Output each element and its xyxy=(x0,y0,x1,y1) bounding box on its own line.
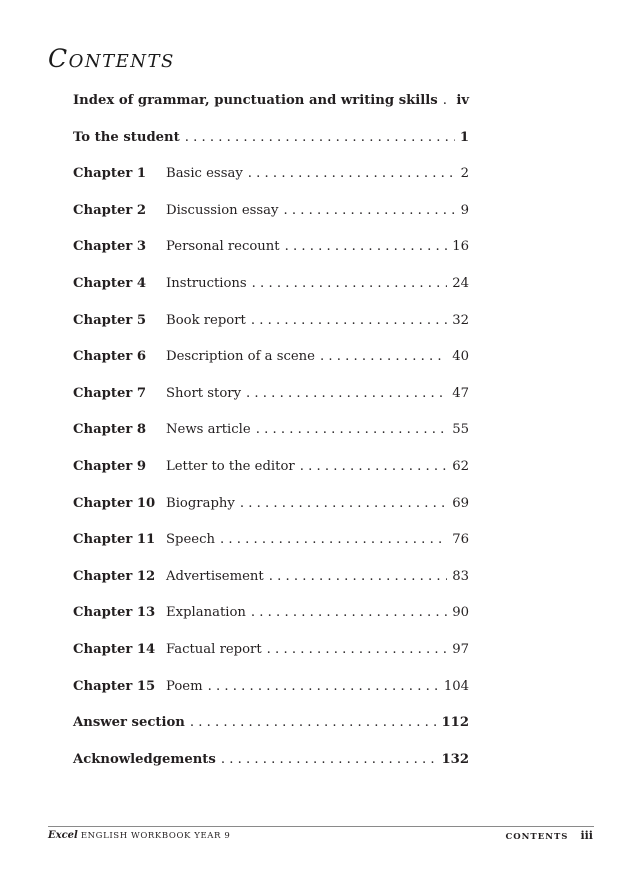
toc-page-number: 1 xyxy=(459,129,469,145)
toc-chapter-number: Chapter 14 xyxy=(73,641,156,657)
toc-page-number: 62 xyxy=(452,458,469,474)
toc-entry-title: Book report xyxy=(166,312,246,328)
toc-entry-title: Speech xyxy=(166,532,215,548)
toc-entry xyxy=(73,384,469,421)
toc-entry-title: News article xyxy=(166,422,251,438)
toc-dot-leader xyxy=(267,640,448,660)
toc-entry-title: Factual report xyxy=(166,641,262,657)
toc-entry xyxy=(73,640,469,677)
toc-dot-leader xyxy=(220,530,447,550)
toc-entry-title: Index of grammar, punctuation and writing skills xyxy=(73,93,438,108)
toc-entry-title: Basic essay xyxy=(166,166,243,182)
toc-chapter-number: Chapter 3 xyxy=(73,239,147,255)
page-heading: Contents xyxy=(48,44,175,73)
footer-section xyxy=(505,829,593,842)
footer-book-name: ENGLISH WORKBOOK YEAR 9 xyxy=(80,831,231,841)
toc-entry xyxy=(73,91,469,128)
toc-entry xyxy=(73,457,469,494)
toc-dot-leader xyxy=(285,237,448,257)
toc-page-number: 32 xyxy=(452,312,469,328)
toc-entry-title: Discussion essay xyxy=(166,202,279,218)
toc-dot-leader xyxy=(190,713,437,733)
toc-entry xyxy=(73,567,469,604)
toc-chapter-number: Chapter 4 xyxy=(73,275,147,291)
toc-entry-title: Answer section xyxy=(73,715,185,731)
toc-dot-leader xyxy=(283,201,455,221)
toc-chapter-number: Chapter 8 xyxy=(73,422,147,438)
toc-page-number: 132 xyxy=(441,751,469,767)
toc-chapter-number: Chapter 1 xyxy=(73,166,147,182)
toc-chapter-number: Chapter 11 xyxy=(73,532,156,548)
toc-dot-leader xyxy=(240,494,447,514)
toc-dot-leader xyxy=(269,567,448,587)
toc-entry-title: Description of a scene xyxy=(166,349,315,365)
toc-entry xyxy=(73,128,469,165)
toc-chapter-number: Chapter 13 xyxy=(73,605,156,621)
toc-entry xyxy=(73,494,469,531)
toc-dot-leader xyxy=(443,91,452,111)
toc-entry xyxy=(73,164,469,201)
toc-dot-leader xyxy=(208,677,439,697)
toc-entry xyxy=(73,750,469,787)
toc-chapter-number: Chapter 15 xyxy=(73,678,156,694)
toc-dot-leader xyxy=(185,128,455,148)
toc-page-number: 76 xyxy=(452,532,469,548)
toc-entry-title: Poem xyxy=(166,678,203,694)
toc-entry xyxy=(73,713,469,750)
toc-dot-leader xyxy=(252,274,448,294)
toc-chapter-number: Chapter 9 xyxy=(73,458,147,474)
toc-dot-leader xyxy=(251,311,447,331)
toc-entry xyxy=(73,201,469,238)
toc-page-number: 90 xyxy=(452,605,469,621)
toc-page-number: 16 xyxy=(452,239,469,255)
footer-divider xyxy=(48,826,594,827)
toc-entry-title: Letter to the editor xyxy=(166,458,295,474)
toc-entry-title: Biography xyxy=(166,495,235,511)
toc-entry-title: Personal recount xyxy=(166,239,280,255)
toc-entry xyxy=(73,677,469,714)
toc-chapter-number: Chapter 12 xyxy=(73,568,156,584)
toc-entry-title: Explanation xyxy=(166,605,246,621)
toc-chapter-number: Chapter 10 xyxy=(73,495,156,511)
toc-entry xyxy=(73,420,469,457)
toc-page-number: 55 xyxy=(452,422,469,438)
toc-entry xyxy=(73,530,469,567)
toc-page-number: 40 xyxy=(452,349,469,365)
footer-book-title xyxy=(48,830,230,841)
toc-entry-title: Advertisement xyxy=(166,568,264,584)
toc-chapter-number: Chapter 6 xyxy=(73,349,147,365)
toc-page-number: 24 xyxy=(452,275,469,291)
toc-page-number: 104 xyxy=(443,678,469,694)
toc-page-number: 69 xyxy=(452,495,469,511)
toc-entry xyxy=(73,311,469,348)
toc-dot-leader xyxy=(246,384,447,404)
toc-page-number: 97 xyxy=(452,641,469,657)
toc-entry-title: Acknowledgements xyxy=(73,751,216,767)
toc-dot-leader xyxy=(320,347,447,367)
toc-page-number: 83 xyxy=(452,568,469,584)
toc-chapter-number: Chapter 7 xyxy=(73,385,147,401)
toc-entry xyxy=(73,237,469,274)
footer-page-number: iii xyxy=(580,829,593,842)
toc-chapter-number: Chapter 5 xyxy=(73,312,147,328)
toc-page-number: 9 xyxy=(460,202,469,218)
toc-dot-leader xyxy=(248,164,456,184)
toc-entry-title: To the student xyxy=(73,129,180,145)
toc-page-number: 112 xyxy=(441,715,469,731)
toc-entry xyxy=(73,274,469,311)
toc-chapter-number: Chapter 2 xyxy=(73,202,147,218)
toc-page-number: 2 xyxy=(460,166,469,182)
toc-dot-leader xyxy=(256,420,448,440)
toc-page-number: 47 xyxy=(452,385,469,401)
toc-entry xyxy=(73,603,469,640)
footer-brand: Excel xyxy=(48,830,78,841)
table-of-contents xyxy=(73,91,469,786)
toc-dot-leader xyxy=(221,750,437,770)
toc-entry-title: Instructions xyxy=(166,275,247,291)
toc-dot-leader xyxy=(300,457,448,477)
toc-dot-leader xyxy=(251,603,447,623)
toc-entry xyxy=(73,347,469,384)
toc-page-number: iv xyxy=(456,93,469,108)
footer-section-label: CONTENTS xyxy=(505,832,569,842)
toc-entry-title: Short story xyxy=(166,385,242,401)
